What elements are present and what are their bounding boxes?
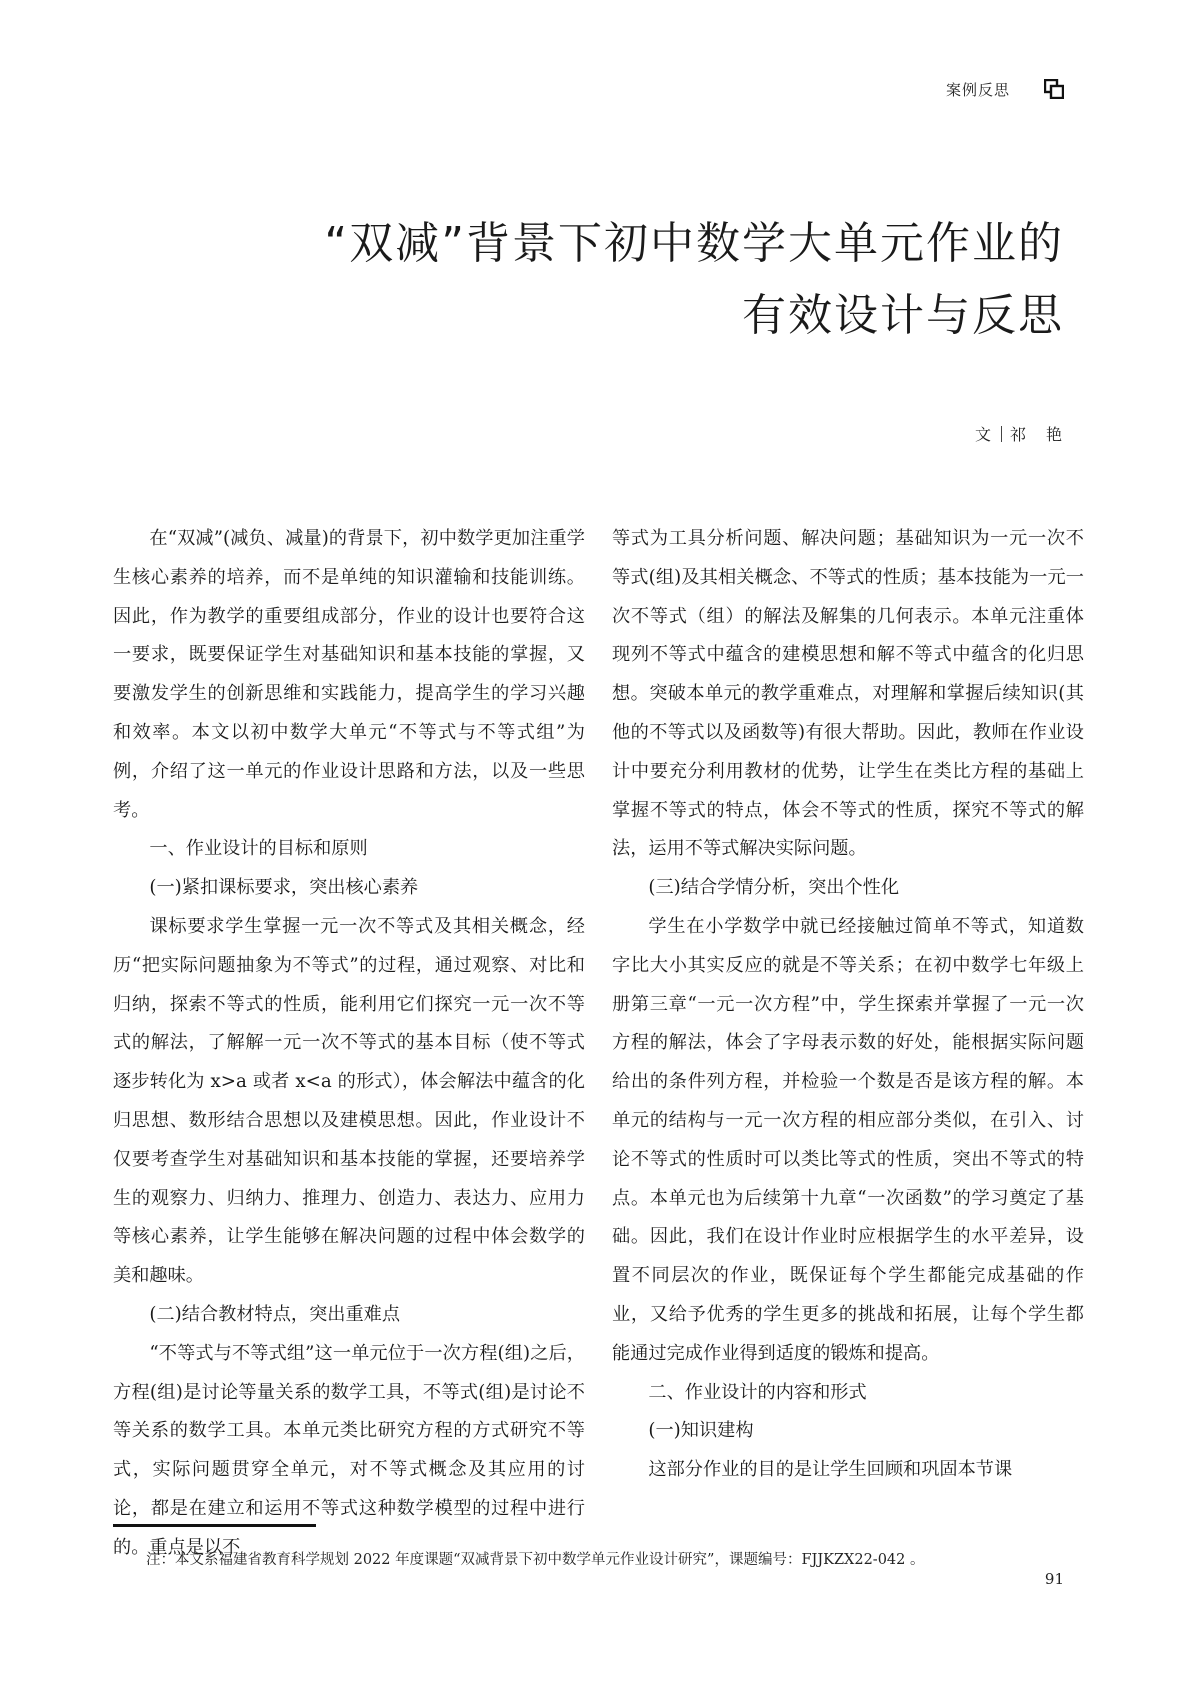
byline-separator [1001,426,1002,442]
title-line-1: “双减”背景下初中数学大单元作业的 [324,218,1064,269]
section-heading: 一、作业设计的目标和原则 [149,838,368,860]
section-icon [1044,79,1064,99]
byline [975,422,1064,445]
paragraph-continuation: 等式为工具分析问题、解决问题；基础知识为一元一次不等式(组)及其相关概念、不等式的性质；基本技能为一元一次不等式（组）的解法及解集的几何表示。本单元注重体现列不等式中蕴含的建模思想和解不等式中蕴含的化归思想。突破本单元的教学重难点，对理解和掌握后续知识(其他的不等式以及函数等)有很大帮助。因此，教师在作业设计中要充分利用教材的优势，让学生在类比方程的基础上掌握不等式的特点，体会不等式的性质，探究不等式的解法，运用不等式解决实际问题。 [612,528,1084,860]
title-line-2: 有效设计与反思 [742,290,1064,341]
footnote: 注：本文系福建省教育科学规划 2022 年度课题“双减背景下初中数学单元作业设计研究”，课题编号：FJJKZX22-042 。 [146,1552,925,1568]
paragraph: 课标要求学生掌握一元一次不等式及其相关概念，经历“把实际问题抽象为不等式”的过程，通过观察、对比和归纳，探索不等式的性质，能利用它们探究一元一次不等式的解法，了解解一元一次不等式的基本目标（使不等式逐步转化为 x>a 或者 x<a 的形式），体会解法中蕴含的化归思想、数形结合思想以及建模思想。因此，作业设计不仅要考查学生对基础知识和基本技能的掌握，还要培养学生的观察力、归纳力、推理力、创造力、表达力、应用力等核心素养，让学生能够在解决问题的过程中体会数学的美和趣味。 [113,915,585,1287]
byline-prefix: 文 [974,425,993,444]
footnote-rule [113,1524,316,1527]
paragraph: “不等式与不等式组”这一单元位于一次方程(组)之后，方程(组)是讨论等量关系的数学工具，不等式(组)是讨论不等关系的数学工具。本单元类比研究方程的方式研究不等式，实际问题贯穿全单元，对不等式概念及其应用的讨论，都是在建立和运用不等式这种数学模型的过程中进行的。重点是以不 [113,1342,585,1558]
paragraph: 在“双减”(减负、减量)的背景下，初中数学更加注重学生核心素养的培养，而不是单纯的知识灌输和技能训练。因此，作为教学的重要组成部分，作业的设计也要符合这一要求，既要保证学生对基础知识和基本技能的掌握，又要激发学生的创新思维和实践能力，提高学生的学习兴趣和效率。本文以初中数学大单元“不等式与不等式组”为例，介绍了这一单元的作业设计思路和方法，以及一些思考。 [113,528,585,821]
section-heading: 二、作业设计的内容和形式 [648,1381,867,1403]
page-number: 91 [1044,1570,1064,1588]
author-name: 祁 艳 [1009,425,1064,444]
subsection-heading: (二)结合教材特点，突出重难点 [149,1303,401,1325]
section-label: 案例反思 [945,81,1010,99]
body-column-left [113,520,585,1568]
article-title [304,208,1064,352]
subsection-heading: (一)知识建构 [648,1420,754,1442]
subsection-heading: (一)紧扣课标要求，突出核心素养 [149,877,419,899]
body-column-right [612,520,1084,1490]
subsection-heading: (三)结合学情分析，突出个性化 [648,877,900,899]
paragraph: 这部分作业的目的是让学生回顾和巩固本节课 [648,1459,1013,1481]
paragraph: 学生在小学数学中就已经接触过简单不等式，知道数字比大小其实反应的就是不等关系；在初中数学七年级上册第三章“一元一次方程”中，学生探索并掌握了一元一次方程的解法，体会了字母表示数的好处，能根据实际问题给出的条件列方程，并检验一个数是否是该方程的解。本单元的结构与一元一次方程的相应部分类似，在引入、讨论不等式的性质时可以类比等式的性质，突出不等式的特点。本单元也为后续第十九章“一次函数”的学习奠定了基础。因此，我们在设计作业时应根据学生的水平差异，设置不同层次的作业，既保证每个学生都能完成基础的作业，又给予优秀的学生更多的挑战和拓展，让每个学生都能通过完成作业得到适度的锻炼和提高。 [612,915,1084,1364]
